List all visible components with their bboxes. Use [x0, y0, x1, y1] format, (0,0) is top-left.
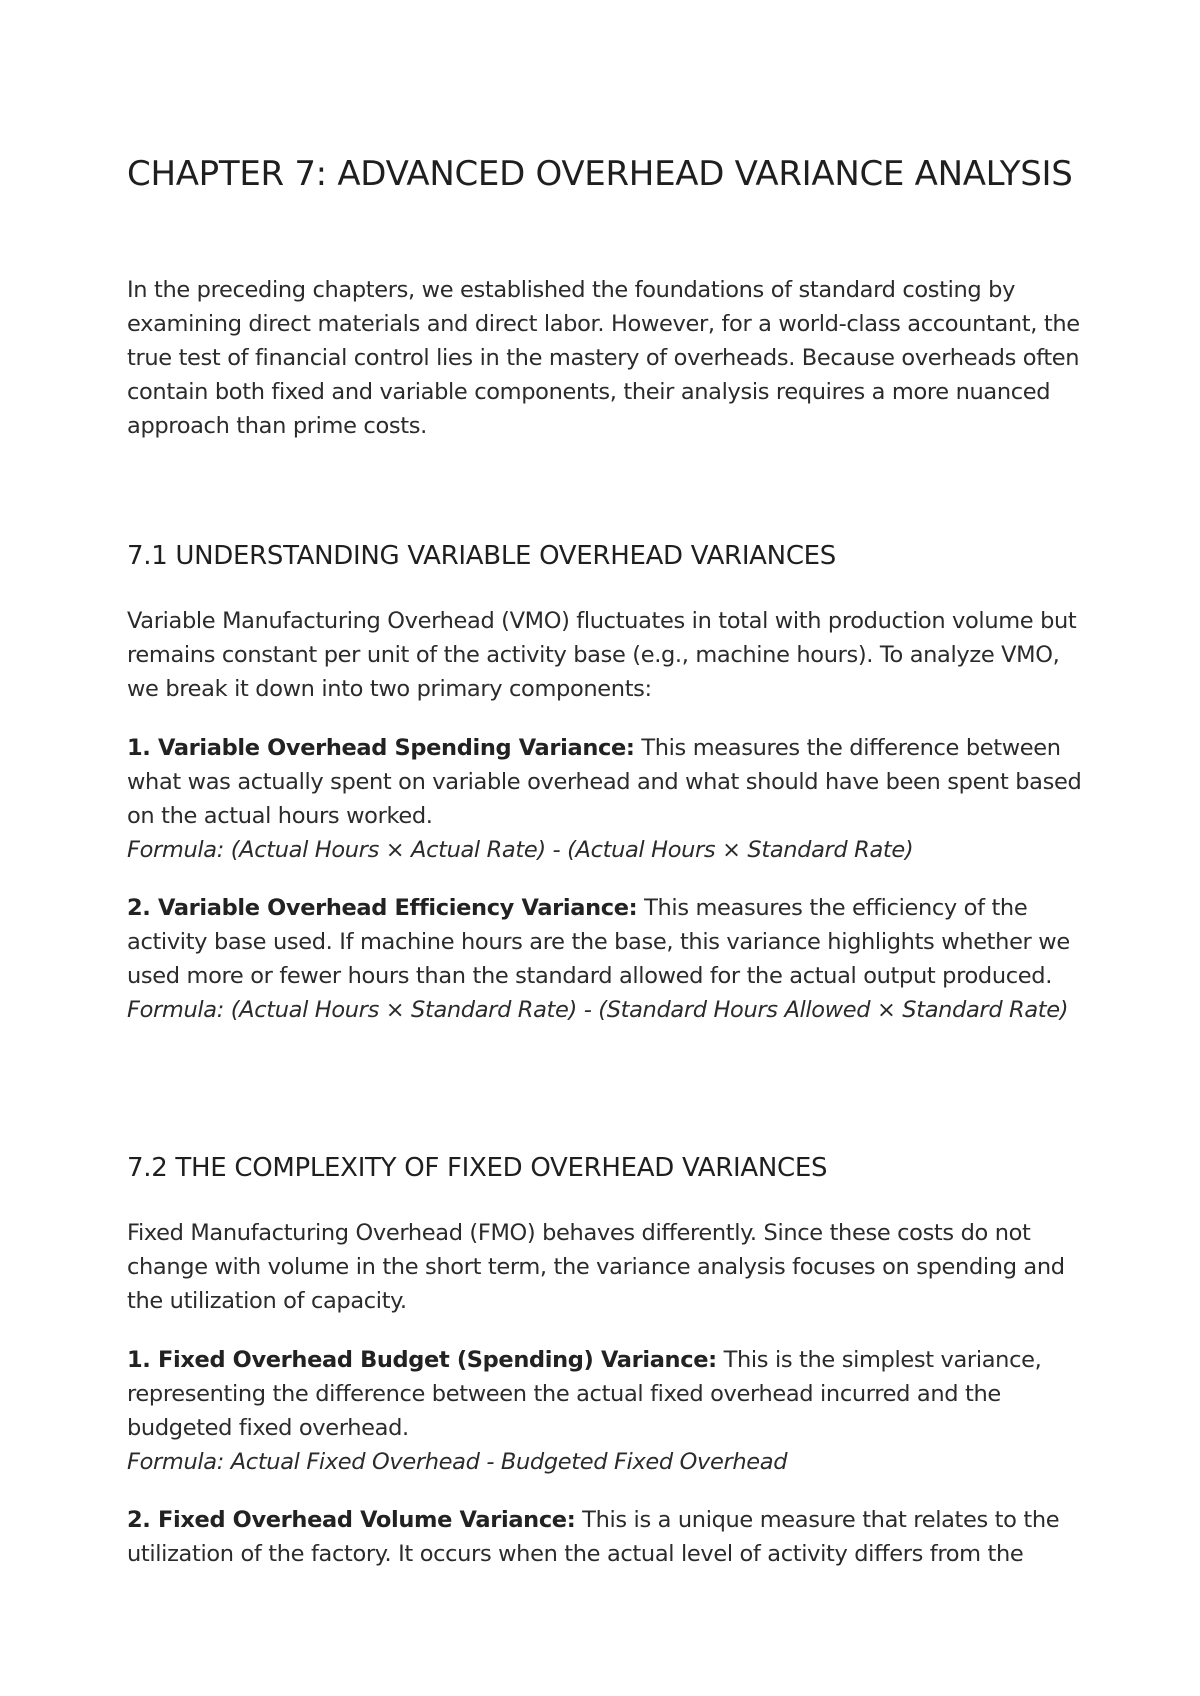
section-7-1-heading: 7.1 UNDERSTANDING VARIABLE OVERHEAD VARIANCES: [127, 541, 837, 571]
fmo-volume-variance-item: [127, 1503, 1087, 1571]
chapter-intro-paragraph: In the preceding chapters, we established the foundations of standard costing by examining direct materials and direct labor. However, for a world-class accountant, the true test of financial control lies in the mastery of overheads. Because overheads often contain both fixed and variable components, their analysis requires a more nuanced approach than prime costs.: [127, 277, 1080, 439]
vmo-spending-variance-text: This measures the difference between what was actually spent on variable overhead and what should have been spent based on the actual hours worked.: [127, 735, 1082, 829]
section-7-1-intro-paragraph: Variable Manufacturing Overhead (VMO) fluctuates in total with production volume but remains constant per unit of the activity base (e.g., machine hours). To analyze VMO, we break it down into two primary components:: [127, 608, 1077, 702]
vmo-spending-variance-item: [127, 731, 1087, 867]
chapter-title: CHAPTER 7: ADVANCED OVERHEAD VARIANCE ANALYSIS: [127, 154, 1073, 194]
fmo-budget-variance-formula: Formula: Actual Fixed Overhead - Budgeted Fixed Overhead: [127, 1449, 788, 1475]
fmo-budget-variance-item: [127, 1343, 1087, 1479]
section-7-2-heading: 7.2 THE COMPLEXITY OF FIXED OVERHEAD VARIANCES: [127, 1153, 828, 1183]
vmo-efficiency-variance-formula: Formula: (Actual Hours × Standard Rate) - (Standard Hours Allowed × Standard Rate): [127, 997, 1069, 1023]
vmo-efficiency-variance-text: This measures the efficiency of the activity base used. If machine hours are the base, this variance highlights whether we used more or fewer hours than the standard allowed for the actual output produced.: [127, 895, 1070, 989]
vmo-efficiency-variance-item: [127, 891, 1087, 1027]
fmo-volume-variance-text: This is a unique measure that relates to the utilization of the factory. It occurs when the actual level of activity differs from the: [127, 1507, 1060, 1567]
section-7-2-intro-paragraph: Fixed Manufacturing Overhead (FMO) behaves differently. Since these costs do not change with volume in the short term, the variance analysis focuses on spending and the utilization of capacity.: [127, 1220, 1065, 1314]
vmo-spending-variance-formula: Formula: (Actual Hours × Actual Rate) - (Actual Hours × Standard Rate): [127, 837, 914, 863]
vmo-spending-variance-label: 1. Variable Overhead Spending Variance:: [127, 735, 635, 761]
fmo-budget-variance-label: 1. Fixed Overhead Budget (Spending) Variance:: [127, 1347, 717, 1373]
vmo-efficiency-variance-label: 2. Variable Overhead Efficiency Variance:: [127, 895, 638, 921]
fmo-budget-variance-text: This is the simplest variance, representing the difference between the actual fixed overhead incurred and the budgeted fixed overhead.: [127, 1347, 1042, 1441]
fmo-volume-variance-label: 2. Fixed Overhead Volume Variance:: [127, 1507, 576, 1533]
